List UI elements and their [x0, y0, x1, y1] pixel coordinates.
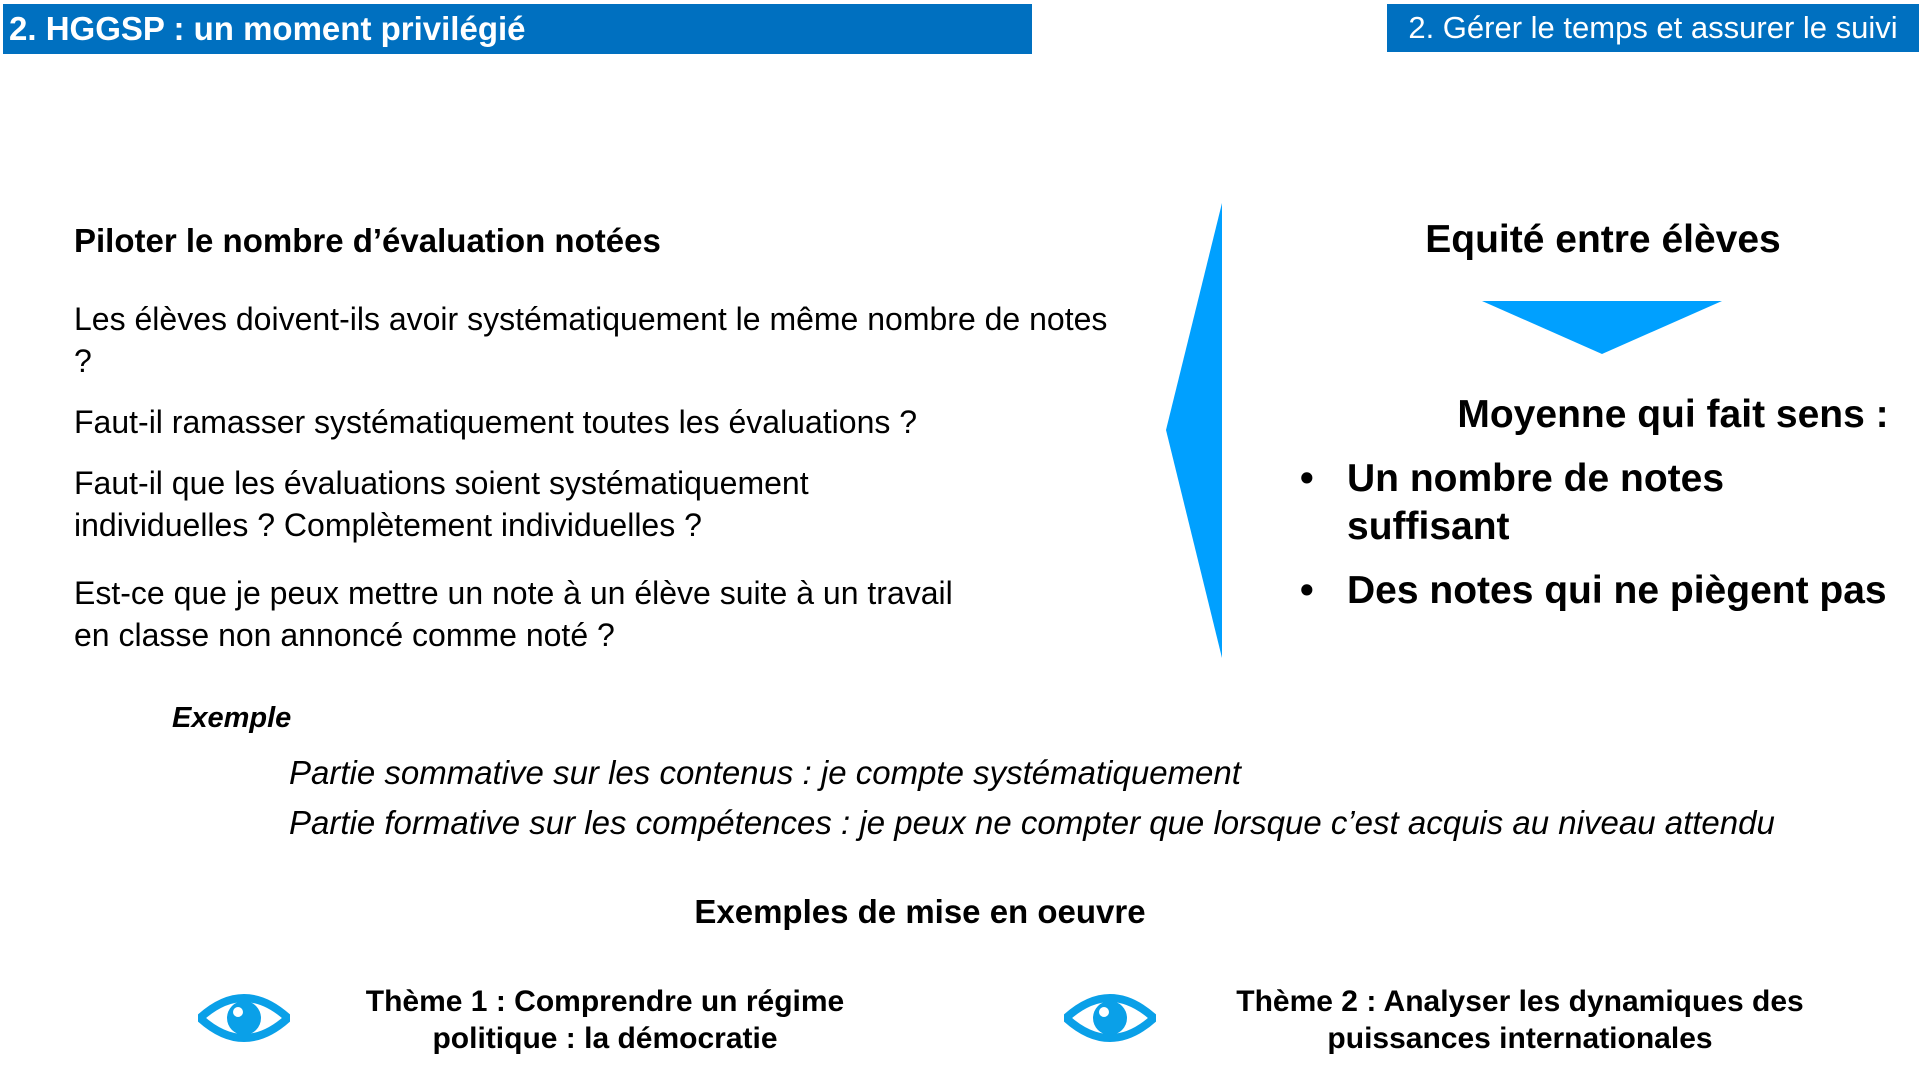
bullet-text: Un nombre de notes suffisant: [1347, 457, 1725, 548]
question-1: Les élèves doivent-ils avoir systématiquement le même nombre de notes ?: [74, 301, 1108, 379]
down-arrow: [1482, 301, 1722, 354]
moyenne-heading: Moyenne qui fait sens :: [1457, 393, 1889, 436]
bullet-marker: •: [1300, 457, 1314, 500]
right-heading: Equité entre élèves: [1425, 218, 1781, 261]
example-label: Exemple: [172, 702, 292, 734]
divider-shape: [1166, 203, 1222, 658]
eye-icon[interactable]: [198, 990, 290, 1046]
bullet-text: Des notes qui ne piègent pas: [1347, 569, 1887, 612]
bullet-list: [1300, 455, 1887, 615]
bullet-item: [1300, 455, 1847, 551]
bullet-marker: •: [1300, 569, 1314, 612]
theme-2-label: Thème 2 : Analyser les dynamiques des puissances internationales: [1236, 985, 1804, 1055]
question-2: Faut-il ramasser systématiquement toutes les évaluations ?: [74, 404, 918, 440]
subsection-title-bar: 2. Gérer le temps et assurer le suivi: [1387, 4, 1919, 52]
left-arrow-divider: [1166, 203, 1226, 658]
example-line-2: Partie formative sur les compétences : je peux ne compter que lorsque c’est acquis au niveau attendu: [289, 804, 1775, 841]
left-heading: Piloter le nombre d’évaluation notées: [74, 222, 661, 259]
bullet-item: [1300, 567, 1887, 615]
question-4: Est-ce que je peux mettre un note à un élève suite à un travail en classe non annoncé comme noté ?: [74, 575, 953, 653]
example-line-1: Partie sommative sur les contenus : je compte systématiquement: [289, 754, 1241, 791]
down-arrow-shape: [1482, 301, 1722, 354]
question-3: Faut-il que les évaluations soient systématiquement individuelles ? Complètement individuelles ?: [74, 465, 809, 543]
mise-en-oeuvre-title: Exemples de mise en oeuvre: [694, 893, 1146, 930]
section-title-bar: 2. HGGSP : un moment privilégié: [3, 4, 1032, 54]
theme-1-label: Thème 1 : Comprendre un régime politique : la démocratie: [365, 985, 845, 1055]
eye-icon[interactable]: [1064, 990, 1156, 1046]
